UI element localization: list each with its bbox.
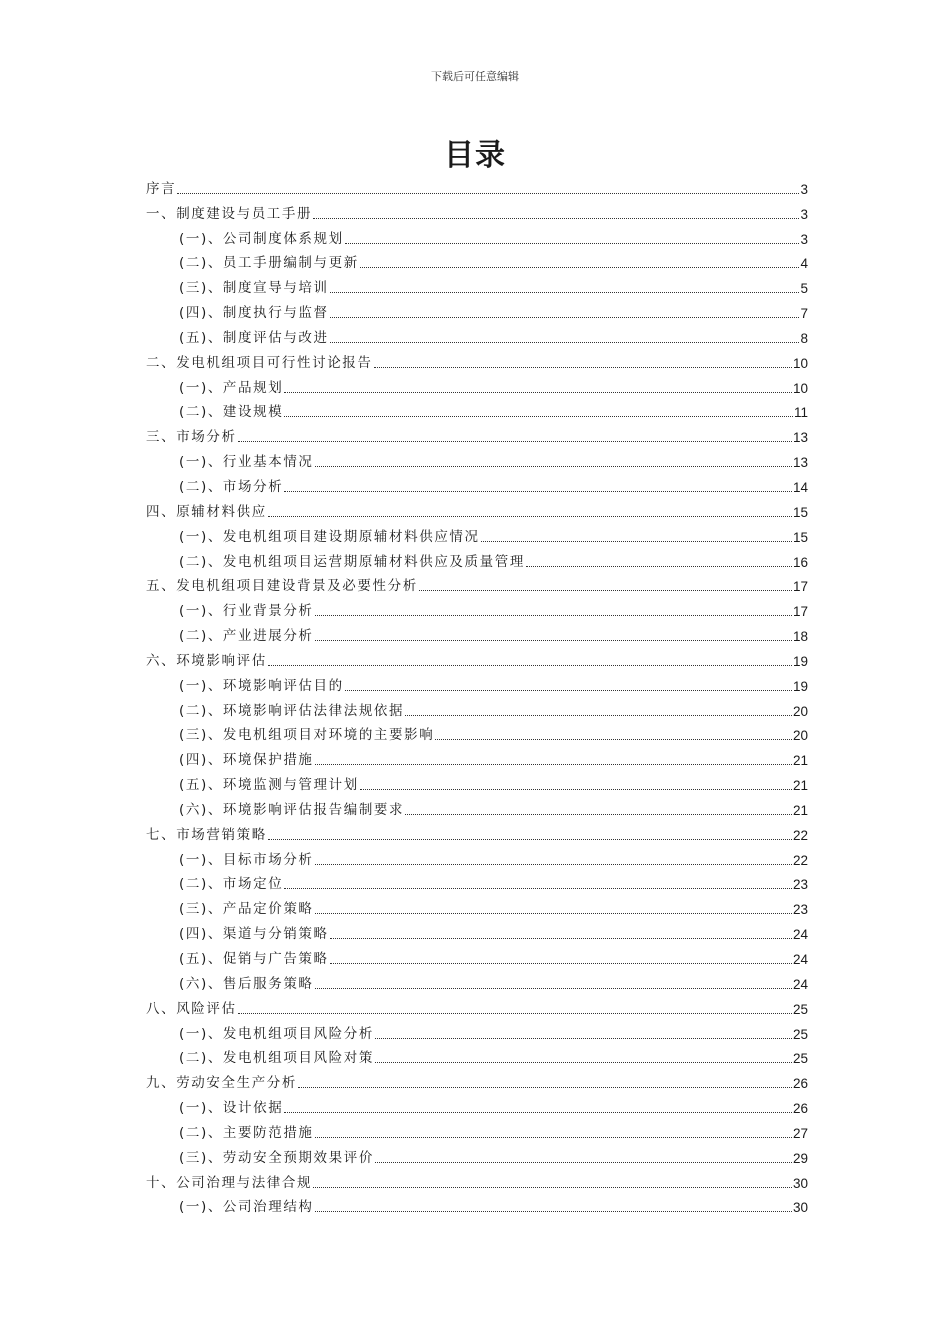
toc-dot-leader <box>284 491 792 492</box>
toc-entry[interactable] <box>146 970 808 995</box>
toc-entry-label: 九、劳动安全生产分析 <box>146 1075 297 1092</box>
toc-dot-leader <box>238 441 792 442</box>
toc-entry[interactable] <box>146 672 808 697</box>
toc-entry-page-number: 13 <box>792 430 808 446</box>
toc-entry-label: 六、环境影响评估 <box>146 652 267 669</box>
toc-entry-label: (一)、行业基本情况 <box>179 454 314 471</box>
table-of-contents <box>146 175 808 1218</box>
toc-entry-page-number: 17 <box>792 604 808 620</box>
toc-entry-label: (一)、行业背景分析 <box>179 603 314 620</box>
toc-entry-page-number: 5 <box>800 281 808 297</box>
toc-entry-label: (二)、市场分析 <box>179 478 284 495</box>
toc-entry-page-number: 23 <box>792 902 808 918</box>
toc-entry-page-number: 24 <box>792 952 808 967</box>
toc-entry-label: 七、市场营销策略 <box>146 826 267 843</box>
toc-dot-leader <box>313 1187 792 1188</box>
toc-entry-label: 八、风险评估 <box>146 1000 237 1017</box>
toc-dot-leader <box>315 615 792 616</box>
toc-entry[interactable] <box>146 299 808 324</box>
toc-entry-page-number: 20 <box>792 703 808 719</box>
toc-entry-label: (一)、发电机组项目风险分析 <box>179 1025 374 1042</box>
toc-entry-page-number: 30 <box>792 1175 808 1191</box>
toc-dot-leader <box>330 292 800 293</box>
toc-entry-page-number: 27 <box>792 1125 808 1141</box>
toc-entry-label: (四)、渠道与分销策略 <box>179 926 329 943</box>
toc-entry[interactable] <box>146 1119 808 1144</box>
toc-entry[interactable] <box>146 573 808 598</box>
toc-entry-page-number: 10 <box>792 355 808 371</box>
toc-dot-leader <box>315 764 792 765</box>
toc-entry-page-number: 15 <box>792 529 808 545</box>
toc-entry[interactable] <box>146 945 808 970</box>
toc-dot-leader <box>268 516 792 517</box>
toc-entry[interactable] <box>146 1194 808 1219</box>
toc-entry[interactable] <box>146 448 808 473</box>
header-note: 下载后可任意编辑 <box>431 70 519 83</box>
toc-dot-leader <box>315 640 792 641</box>
toc-entry-page-number: 13 <box>792 455 808 471</box>
toc-entry-page-number: 22 <box>792 827 808 843</box>
toc-entry-label: 五、发电机组项目建设背景及必要性分析 <box>146 578 418 595</box>
toc-entry-page-number: 25 <box>792 1001 808 1017</box>
toc-entry-label: (一)、公司治理结构 <box>179 1199 314 1216</box>
toc-entry[interactable] <box>146 250 808 275</box>
toc-entry-page-number: 7 <box>800 306 808 322</box>
toc-entry-label: 十、公司治理与法律合规 <box>146 1174 313 1191</box>
toc-dot-leader <box>360 789 792 790</box>
toc-entry-page-number: 25 <box>792 1026 808 1042</box>
toc-entry[interactable] <box>146 1045 808 1070</box>
toc-entry-page-number: 21 <box>792 802 808 818</box>
toc-dot-leader <box>374 367 792 368</box>
toc-entry[interactable] <box>146 995 808 1020</box>
toc-dot-leader <box>330 342 800 343</box>
toc-entry-page-number: 21 <box>792 778 808 794</box>
toc-dot-leader <box>330 938 792 939</box>
toc-dot-leader <box>315 913 792 914</box>
toc-entry-label: (一)、公司制度体系规划 <box>179 230 344 247</box>
toc-dot-leader <box>405 715 792 716</box>
toc-title: 目录 <box>444 138 506 173</box>
toc-dot-leader <box>268 839 792 840</box>
toc-dot-leader <box>330 963 792 964</box>
toc-entry-page-number: 19 <box>792 678 808 694</box>
toc-entry-label: (五)、促销与广告策略 <box>179 951 329 967</box>
toc-entry[interactable] <box>146 399 808 424</box>
toc-entry-label: (四)、环境保护措施 <box>179 752 314 769</box>
toc-dot-leader <box>315 466 792 467</box>
toc-dot-leader <box>315 864 792 865</box>
toc-entry-label: (四)、制度执行与监督 <box>179 305 329 322</box>
toc-entry[interactable] <box>146 597 808 622</box>
toc-entry-label: (二)、发电机组项目风险对策 <box>179 1050 374 1067</box>
toc-entry[interactable] <box>146 523 808 548</box>
toc-dot-leader <box>375 1062 792 1063</box>
toc-entry-page-number: 29 <box>792 1150 808 1166</box>
toc-entry-page-number: 3 <box>800 206 808 222</box>
toc-entry-label: (二)、员工手册编制与更新 <box>179 255 359 272</box>
toc-entry[interactable] <box>146 846 808 871</box>
toc-dot-leader <box>481 541 792 542</box>
toc-dot-leader <box>375 1162 792 1163</box>
toc-dot-leader <box>360 267 800 268</box>
toc-dot-leader <box>315 988 792 989</box>
toc-entry-label: (一)、目标市场分析 <box>179 851 314 868</box>
toc-entry-page-number: 18 <box>792 629 808 645</box>
toc-entry-page-number: 20 <box>792 728 808 744</box>
toc-entry-page-number: 19 <box>792 653 808 669</box>
toc-entry-label: (二)、建设规模 <box>179 404 284 421</box>
toc-entry-page-number: 24 <box>792 927 808 943</box>
toc-dot-leader <box>315 1137 792 1138</box>
toc-entry-label: (二)、市场定位 <box>179 876 284 893</box>
toc-dot-leader <box>177 193 799 194</box>
toc-entry[interactable] <box>146 324 808 349</box>
toc-entry[interactable] <box>146 821 808 846</box>
toc-entry[interactable] <box>146 548 808 573</box>
toc-entry-page-number: 25 <box>792 1051 808 1067</box>
toc-entry[interactable] <box>146 697 808 722</box>
toc-dot-leader <box>284 1112 792 1113</box>
toc-entry[interactable] <box>146 175 808 200</box>
toc-entry[interactable] <box>146 473 808 498</box>
toc-entry-page-number: 21 <box>792 753 808 769</box>
toc-dot-leader <box>268 665 792 666</box>
toc-dot-leader <box>298 1087 792 1088</box>
toc-dot-leader <box>405 814 792 815</box>
toc-entry-label: (二)、产业进展分析 <box>179 628 314 645</box>
toc-entry[interactable] <box>146 1169 808 1194</box>
toc-dot-leader <box>345 243 800 244</box>
toc-entry[interactable] <box>146 622 808 647</box>
toc-entry[interactable] <box>146 871 808 896</box>
toc-entry-label: (五)、制度评估与改进 <box>179 329 329 346</box>
toc-entry[interactable] <box>146 274 808 299</box>
toc-entry-label: (五)、环境监测与管理计划 <box>179 777 359 794</box>
toc-entry-label: (二)、主要防范措施 <box>179 1124 314 1141</box>
toc-dot-leader <box>313 218 799 219</box>
toc-entry-label: (六)、售后服务策略 <box>179 975 314 992</box>
toc-entry[interactable] <box>146 423 808 448</box>
toc-entry[interactable] <box>146 200 808 225</box>
toc-dot-leader <box>284 888 792 889</box>
toc-entry-page-number: 24 <box>792 976 808 992</box>
toc-entry-label: (一)、产品规划 <box>179 379 284 396</box>
toc-dot-leader <box>238 1013 792 1014</box>
toc-entry-label: (二)、发电机组项目运营期原辅材料供应及质量管理 <box>179 553 525 570</box>
toc-dot-leader <box>345 690 792 691</box>
toc-entry-page-number: 26 <box>792 1101 808 1117</box>
toc-dot-leader <box>315 1211 792 1212</box>
toc-entry[interactable] <box>146 225 808 250</box>
toc-entry-label: 四、原辅材料供应 <box>146 503 267 520</box>
toc-entry-label: (一)、设计依据 <box>179 1100 284 1117</box>
toc-entry-label: (六)、环境影响评估报告编制要求 <box>179 801 405 818</box>
toc-entry-page-number: 3 <box>800 231 808 247</box>
toc-entry-page-number: 30 <box>792 1200 808 1216</box>
toc-entry-page-number: 3 <box>800 181 808 197</box>
toc-entry[interactable] <box>146 349 808 374</box>
toc-entry-label: (一)、环境影响评估目的 <box>179 677 344 694</box>
toc-entry-label: (一)、发电机组项目建设期原辅材料供应情况 <box>179 528 480 545</box>
toc-entry-label: (三)、发电机组项目对环境的主要影响 <box>179 727 435 744</box>
toc-entry-page-number: 10 <box>792 380 808 396</box>
toc-entry-page-number: 17 <box>792 579 808 595</box>
toc-entry-page-number: 15 <box>792 504 808 520</box>
toc-entry-label: (三)、制度宣导与培训 <box>179 280 329 297</box>
toc-entry-label: 一、制度建设与员工手册 <box>146 205 313 222</box>
toc-entry[interactable] <box>146 647 808 672</box>
toc-entry-page-number: 16 <box>792 554 808 570</box>
toc-entry-page-number: 22 <box>792 852 808 868</box>
toc-entry[interactable] <box>146 920 808 945</box>
toc-entry-label: (三)、劳动安全预期效果评价 <box>179 1149 374 1166</box>
toc-entry[interactable] <box>146 374 808 399</box>
toc-dot-leader <box>284 392 792 393</box>
toc-entry[interactable] <box>146 1069 808 1094</box>
toc-entry-label: 二、发电机组项目可行性讨论报告 <box>146 354 373 371</box>
toc-entry-page-number: 14 <box>792 479 808 495</box>
toc-dot-leader <box>284 416 793 417</box>
toc-entry-page-number: 26 <box>792 1076 808 1092</box>
toc-entry-label: (二)、环境影响评估法律法规依据 <box>179 702 405 719</box>
toc-entry-label: (三)、产品定价策略 <box>179 901 314 918</box>
toc-entry-page-number: 4 <box>800 256 808 272</box>
toc-entry[interactable] <box>146 746 808 771</box>
toc-entry[interactable] <box>146 722 808 747</box>
toc-entry-label: 三、市场分析 <box>146 429 237 446</box>
toc-entry-page-number: 23 <box>792 877 808 893</box>
toc-entry[interactable] <box>146 1094 808 1119</box>
toc-entry-page-number: 8 <box>800 330 808 346</box>
toc-dot-leader <box>375 1038 792 1039</box>
toc-entry[interactable] <box>146 895 808 920</box>
toc-entry[interactable] <box>146 498 808 523</box>
toc-entry[interactable] <box>146 1144 808 1169</box>
toc-entry-label: 序言 <box>146 180 177 197</box>
toc-entry[interactable] <box>146 771 808 796</box>
toc-dot-leader <box>419 590 792 591</box>
toc-dot-leader <box>435 739 792 740</box>
toc-entry[interactable] <box>146 796 808 821</box>
toc-entry-page-number: 11 <box>793 405 808 421</box>
toc-dot-leader <box>330 317 800 318</box>
toc-dot-leader <box>526 566 792 567</box>
toc-entry[interactable] <box>146 1020 808 1045</box>
